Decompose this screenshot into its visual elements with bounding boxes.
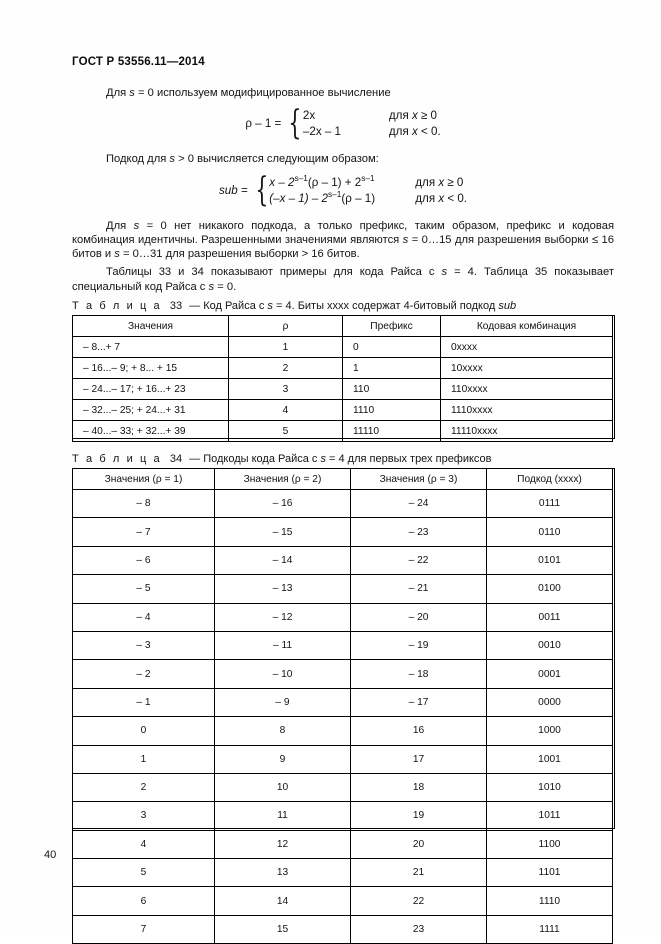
paragraph-4: Таблицы 33 и 34 показывают примеры для кода Райса с s = 4. Таблица 35 показывает специальный код Райса с s = 0. xyxy=(72,266,614,293)
table-34-r4-c0: – 4 xyxy=(73,603,215,631)
table-33-r3-c1: 4 xyxy=(229,400,343,421)
table-34-header-subcode: Подкод (xxxx) xyxy=(487,469,613,490)
table-33-r2-c2: 110 xyxy=(343,379,441,400)
table-row xyxy=(73,546,613,574)
table-34-r14-c2: 22 xyxy=(351,887,487,915)
table-34-r10-c2: 18 xyxy=(351,773,487,801)
formula-rho-minus-1 xyxy=(72,102,614,143)
table-34-header-rho3: Значения (ρ = 3) xyxy=(351,469,487,490)
table-row xyxy=(73,773,613,801)
table-33-r4-c3: 11110xxxx xyxy=(441,421,613,442)
table-34-r11-c0: 3 xyxy=(73,802,215,830)
table-34-header-rho2: Значения (ρ = 2) xyxy=(215,469,351,490)
table-34-header-row xyxy=(73,469,613,490)
table-33-header-row xyxy=(73,316,613,337)
table-34-r0-c3: 0111 xyxy=(487,490,613,518)
table-33-r3-c3: 1110xxxx xyxy=(441,400,613,421)
table-34-r12-c1: 12 xyxy=(215,830,351,858)
formula-2-case-1-sup: s–1 xyxy=(294,173,308,184)
table-34-r13-c1: 13 xyxy=(215,859,351,887)
formula-2-cases xyxy=(269,175,467,206)
formula-1-case-2-cond: для x < 0. xyxy=(388,124,441,138)
table-34-r10-c1: 10 xyxy=(215,773,351,801)
table-34-r15-c0: 7 xyxy=(73,915,215,943)
table-34-r4-c2: – 20 xyxy=(351,603,487,631)
table-33-r4-c0: – 40...– 33; + 32...+ 39 xyxy=(73,421,229,442)
table-row xyxy=(73,717,613,745)
table-row xyxy=(73,421,613,442)
table-34-caption-label: Т а б л и ц а xyxy=(72,453,162,465)
table-33-r1-c1: 2 xyxy=(229,358,343,379)
formula-1-lhs: ρ – 1 = xyxy=(245,116,282,130)
table-34-r5-c3: 0010 xyxy=(487,631,613,659)
table-row xyxy=(73,915,613,943)
table-34-r2-c0: – 6 xyxy=(73,546,215,574)
formula-2-case-1-pre: x – 2 xyxy=(269,176,295,190)
table-34-r8-c1: 8 xyxy=(215,717,351,745)
table-33-r0-c3: 0xxxx xyxy=(441,337,613,358)
table-33-r2-c3: 110xxxx xyxy=(441,379,613,400)
table-34-header-rho1: Значения (ρ = 1) xyxy=(73,469,215,490)
table-row xyxy=(73,603,613,631)
table-34-r5-c0: – 3 xyxy=(73,631,215,659)
formula-2-case-2-sup: s–1 xyxy=(327,188,342,199)
table-34-r5-c2: – 19 xyxy=(351,631,487,659)
table-row xyxy=(73,802,613,830)
table-row xyxy=(73,490,613,518)
table-34-r15-c1: 15 xyxy=(215,915,351,943)
formula-2-brace: { xyxy=(254,169,268,210)
table-33-caption-text: — Код Райса с s = 4. Биты xxxx содержат 4-битовый подкод sub xyxy=(189,300,517,312)
table-33 xyxy=(72,315,613,442)
formula-2-case-2-mid: (ρ – 1) xyxy=(341,191,376,205)
formula-2-case-1-cond: для x ≥ 0 xyxy=(415,176,464,190)
table-34-r7-c3: 0000 xyxy=(487,688,613,716)
standard-header: ГОСТ Р 53556.11—2014 xyxy=(72,56,205,68)
formula-2-case-2-cond: для x < 0. xyxy=(415,191,468,205)
table-33-r3-c2: 1110 xyxy=(343,400,441,421)
table-row xyxy=(73,887,613,915)
table-33-r4-c1: 5 xyxy=(229,421,343,442)
table-34-caption xyxy=(72,453,492,465)
table-34-r12-c0: 4 xyxy=(73,830,215,858)
table-34-r6-c0: – 2 xyxy=(73,660,215,688)
table-34-r5-c1: – 11 xyxy=(215,631,351,659)
table-34-r13-c3: 1101 xyxy=(487,859,613,887)
table-row xyxy=(73,337,613,358)
table-33-r2-c1: 3 xyxy=(229,379,343,400)
formula-2-lhs-text: sub = xyxy=(218,184,248,198)
table-row xyxy=(73,745,613,773)
table-33-caption xyxy=(72,300,516,312)
table-33-header-prefix: Префикс xyxy=(343,316,441,337)
table-row xyxy=(73,688,613,716)
formula-1-case-2-expr: –2x – 1 xyxy=(302,124,341,138)
table-33-caption-number: 33 xyxy=(169,300,183,312)
table-34-r12-c3: 1100 xyxy=(487,830,613,858)
table-34-r8-c0: 0 xyxy=(73,717,215,745)
table-34-r1-c1: – 15 xyxy=(215,518,351,546)
formula-sub xyxy=(72,169,614,210)
table-33-header-codeword: Кодовая комбинация xyxy=(441,316,613,337)
formula-2-case-1-sup2: s–1 xyxy=(361,173,375,184)
table-34-r10-c0: 2 xyxy=(73,773,215,801)
table-33-r3-c0: – 32...– 25; + 24...+ 31 xyxy=(73,400,229,421)
table-row xyxy=(73,631,613,659)
table-row xyxy=(73,859,613,887)
table-row xyxy=(73,518,613,546)
table-34-r1-c2: – 23 xyxy=(351,518,487,546)
table-34-r9-c2: 17 xyxy=(351,745,487,773)
table-34-r6-c3: 0001 xyxy=(487,660,613,688)
formula-2-lhs xyxy=(219,184,250,197)
table-34-r13-c2: 21 xyxy=(351,859,487,887)
table-33-r0-c1: 1 xyxy=(229,337,343,358)
table-33-header-rho: ρ xyxy=(229,316,343,337)
table-34-r1-c0: – 7 xyxy=(73,518,215,546)
table-34-r3-c2: – 21 xyxy=(351,575,487,603)
table-34-r15-c3: 1111 xyxy=(487,915,613,943)
table-34-r6-c2: – 18 xyxy=(351,660,487,688)
table-34-r3-c3: 0100 xyxy=(487,575,613,603)
table-34-r9-c1: 9 xyxy=(215,745,351,773)
table-34-r11-c2: 19 xyxy=(351,802,487,830)
table-34-r8-c2: 16 xyxy=(351,717,487,745)
table-34-r0-c1: – 16 xyxy=(215,490,351,518)
body-content xyxy=(72,86,614,294)
table-34-r3-c0: – 5 xyxy=(73,575,215,603)
table-34-r2-c3: 0101 xyxy=(487,546,613,574)
page-number: 40 xyxy=(44,849,57,861)
formula-2-case-2-expr xyxy=(269,188,403,207)
table-34-r14-c1: 14 xyxy=(215,887,351,915)
table-34-r11-c1: 11 xyxy=(215,802,351,830)
formula-1-case-1-expr: 2x xyxy=(302,109,316,123)
table-34-r9-c3: 1001 xyxy=(487,745,613,773)
table-34-r8-c3: 1000 xyxy=(487,717,613,745)
table-34-r3-c1: – 13 xyxy=(215,575,351,603)
formula-1-case-1-cond: для x ≥ 0 xyxy=(388,109,438,123)
table-row xyxy=(73,358,613,379)
table-34-caption-number: 34 xyxy=(169,453,183,465)
table-row xyxy=(73,660,613,688)
table-34-r2-c1: – 14 xyxy=(215,546,351,574)
table-34-r14-c3: 1110 xyxy=(487,887,613,915)
table-34-r7-c0: – 1 xyxy=(73,688,215,716)
table-34-r6-c1: – 10 xyxy=(215,660,351,688)
table-33-r2-c0: – 24...– 17; + 16...+ 23 xyxy=(73,379,229,400)
paragraph-intro-2: Подкод для s > 0 вычисляется следующим образом: xyxy=(106,153,379,166)
table-34-r0-c0: – 8 xyxy=(73,490,215,518)
table-row xyxy=(73,830,613,858)
formula-1-brace: { xyxy=(288,102,302,143)
table-34-r1-c3: 0110 xyxy=(487,518,613,546)
table-row xyxy=(73,575,613,603)
table-34-r9-c0: 1 xyxy=(73,745,215,773)
table-34-r14-c0: 6 xyxy=(73,887,215,915)
table-34-r7-c1: – 9 xyxy=(215,688,351,716)
formula-2-case-1-mid: (ρ – 1) + 2 xyxy=(307,176,362,190)
table-34-r4-c1: – 12 xyxy=(215,603,351,631)
formula-1-cases xyxy=(303,108,441,139)
table-34-r4-c3: 0011 xyxy=(487,603,613,631)
table-33-r4-c2: 11110 xyxy=(343,421,441,442)
table-34 xyxy=(72,468,613,944)
table-34-r12-c2: 20 xyxy=(351,830,487,858)
table-34-caption-text: — Подкоды кода Райса с s = 4 для первых трех префиксов xyxy=(189,453,492,465)
formula-2-case-2-pre: (–x – 1) – 2 xyxy=(269,191,328,205)
table-33-caption-label: Т а б л и ц а xyxy=(72,300,162,312)
paragraph-intro-1: Для s = 0 используем модифицированное вычисление xyxy=(106,87,391,99)
table-34-r10-c3: 1010 xyxy=(487,773,613,801)
table-34-r7-c2: – 17 xyxy=(351,688,487,716)
table-34-r13-c0: 5 xyxy=(73,859,215,887)
table-row xyxy=(73,400,613,421)
table-33-header-values: Значения xyxy=(73,316,229,337)
table-row xyxy=(73,379,613,400)
paragraph-3: Для s = 0 нет никакого подкода, а только префикс, таким образом, префикс и кодовая комбинация идентичны. Разрешенными значениями являются s = 0…15 для разрешения выборки ≤ 16 битов и s = 0…31 для разрешения выборки > 16 битов. xyxy=(72,220,615,261)
table-34-r0-c2: – 24 xyxy=(351,490,487,518)
table-34-r15-c2: 23 xyxy=(351,915,487,943)
table-33-r1-c2: 1 xyxy=(343,358,441,379)
table-34-r11-c3: 1011 xyxy=(487,802,613,830)
table-33-r1-c0: – 16...– 9; + 8... + 15 xyxy=(73,358,229,379)
table-33-r1-c3: 10xxxx xyxy=(441,358,613,379)
table-33-r0-c2: 0 xyxy=(343,337,441,358)
table-33-r0-c0: – 8...+ 7 xyxy=(73,337,229,358)
table-34-r2-c2: – 22 xyxy=(351,546,487,574)
